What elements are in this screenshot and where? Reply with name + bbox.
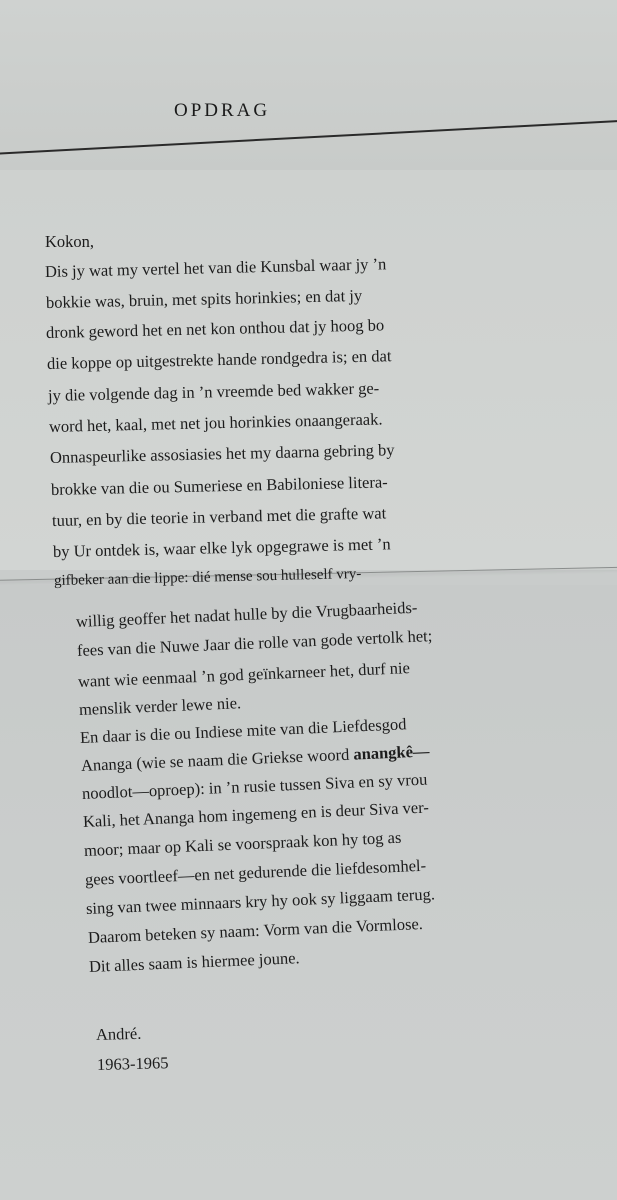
text-line: Daarom beteken sy naam: Vorm van die Vormlose.	[87, 913, 424, 947]
text-line: Kali, het Ananga hom ingemeng en is deur Siva ver-	[82, 797, 430, 831]
text-line: want wie eenmaal ’n god geïnkarneer het, durf nie	[77, 658, 411, 691]
text-segment: Ananga (wie se naam die Griekse woord	[80, 744, 354, 775]
text-line: noodlot—oproep): in ’n rusie tussen Siva en sy vrou	[81, 769, 428, 803]
text-line: Dis jy wat my vertel het van die Kunsbal waar jy ’n	[44, 254, 387, 281]
page-title: OPDRAG	[174, 100, 271, 121]
text-line: En daar is die ou Indiese mite van die Liefdesgod	[79, 714, 407, 747]
text-line: word het, kaal, met net jou horinkies onaangeraak.	[48, 409, 383, 436]
text-line: tuur, en by die teorie in verband met die grafte wat	[51, 503, 387, 530]
text-line: Onnaspeurlike assosiasies het my daarna gebring by	[49, 440, 395, 467]
text-line: willig geoffer het nadat hulle by die Vrugbaarheids-	[75, 597, 418, 631]
text-line: gifbeker aan die lippe: dié mense sou hulleself vry-	[53, 566, 362, 589]
page-header-area	[0, 0, 617, 170]
text-line: fees van die Nuwe Jaar die rolle van gode vertolk het;	[76, 626, 433, 660]
text-line: sing van twee minnaars kry hy ook sy liggaam terug.	[85, 884, 436, 918]
text-line: menslik verder lewe nie.	[78, 693, 242, 719]
text-line: Dit alles saam is hiermee joune.	[88, 948, 300, 976]
date-range: 1963-1965	[96, 1053, 169, 1074]
text-line: by Ur ontdek is, waar elke lyk opgegrawe is met ’n	[52, 534, 391, 561]
text-line: moor; maar op Kali se voorspraak kon hy tog as	[83, 827, 402, 860]
text-line: jy die volgende dag in ’n vreemde bed wakker ge-	[47, 378, 380, 405]
text-line: brokke van die ou Sumeriese en Babiloniese litera-	[50, 472, 388, 499]
text-line: bokkie was, bruin, met spits horinkies; en dat jy	[45, 285, 363, 312]
signature: André.	[95, 1023, 142, 1044]
text-line: dronk geword het en net kon onthou dat jy hoog bo	[45, 315, 385, 342]
text-line: gees voortleef—en net gedurende die liefdesomhel-	[84, 855, 427, 889]
salutation: Kokon,	[45, 232, 95, 251]
text-line: die koppe op uitgestrekte hande rondgedra is; en dat	[46, 346, 392, 373]
bold-word: anangkê—	[352, 741, 430, 764]
